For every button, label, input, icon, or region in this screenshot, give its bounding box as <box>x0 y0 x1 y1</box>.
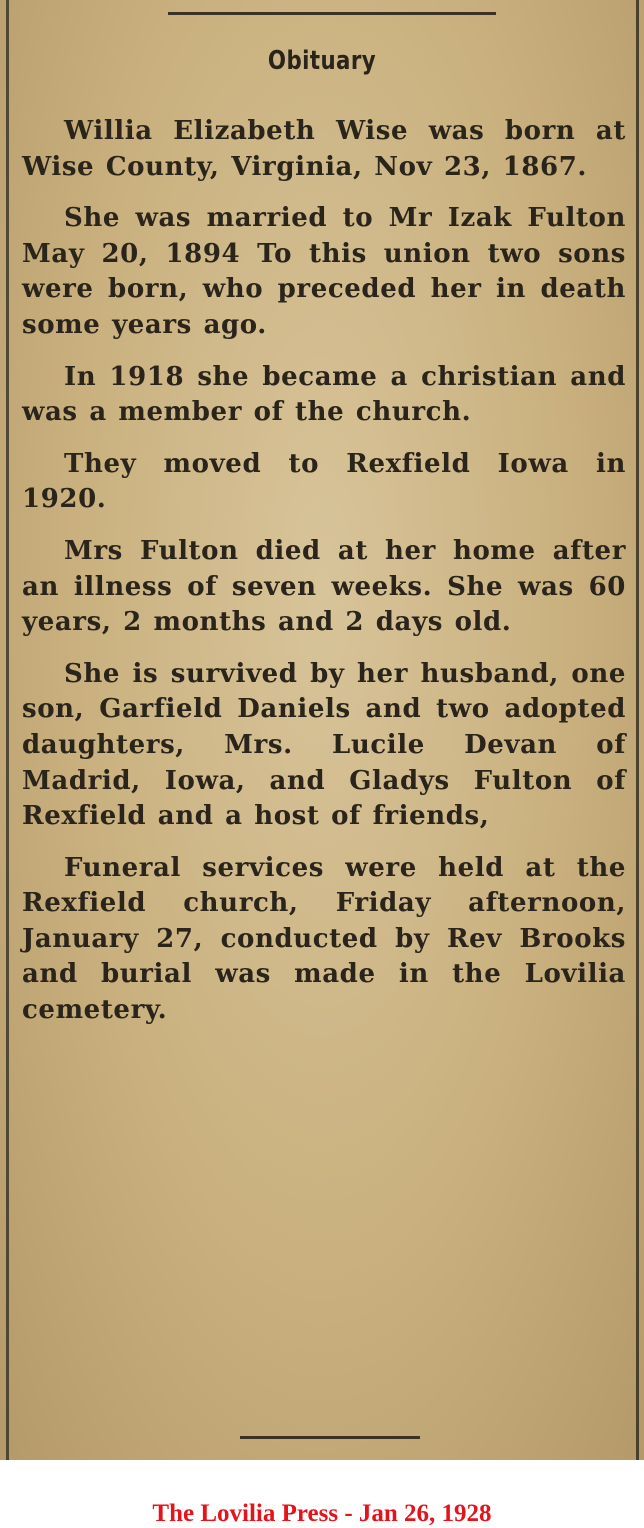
obituary-body <box>22 114 626 1045</box>
paragraph-survivors: She is survived by her husband, one son, Garfield Daniels and two adopted daughters, Mrs. Lucile Devan of Madrid, Iowa, and Gladys Fulton of Rexfield and a host of friends, <box>22 658 626 832</box>
top-rule <box>168 12 496 15</box>
paragraph-death: Mrs Fulton died at her home after an illness of seven weeks. She was 60 years, 2 months and 2 days old. <box>22 535 626 638</box>
bottom-rule <box>240 1436 420 1439</box>
obituary-heading: Obituary <box>267 46 377 76</box>
source-caption: The Lovilia Press - Jan 26, 1928 <box>152 1500 492 1527</box>
left-column-rule <box>6 0 9 1460</box>
paragraph-move: They moved to Rexfield Iowa in 1920. <box>22 448 626 515</box>
paragraph-funeral: Funeral services were held at the Rexfield church, Friday afternoon, January 27, conducted by Rev Brooks and burial was made in the Lovilia cemetery. <box>22 852 626 1026</box>
right-column-rule <box>636 0 639 1460</box>
paragraph-faith: In 1918 she became a christian and was a member of the church. <box>22 361 626 428</box>
paragraph-marriage: She was married to Mr Izak Fulton May 20, 1894 To this union two sons were born, who preceded her in death some years ago. <box>22 203 626 340</box>
paragraph-birth: Willia Elizabeth Wise was born at Wise County, Virginia, Nov 23, 1867. <box>22 116 626 182</box>
